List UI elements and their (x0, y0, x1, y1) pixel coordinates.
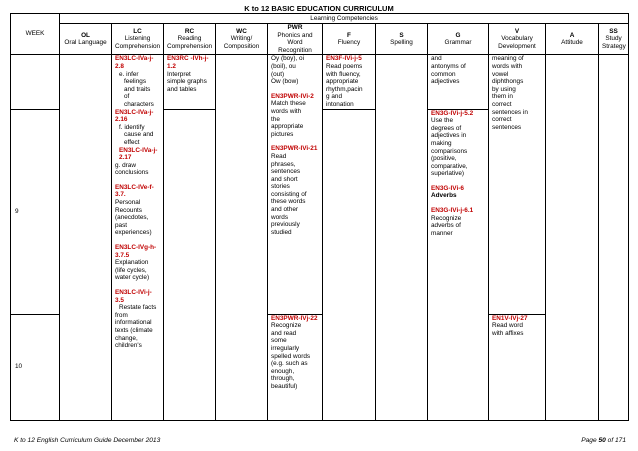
col-header-rc: RC Reading Comprehension (164, 24, 216, 55)
column-header-row (11, 24, 629, 55)
cell-f-continued (323, 109, 376, 420)
cell-wc (216, 55, 268, 420)
cell-pwr-week10: EN3PWR-IVj-22 Recognize and read some irregularly spelled words (e.g. such as enough, through, beautiful) (268, 314, 323, 420)
learning-competencies-header: Learning Competencies (60, 14, 629, 24)
cell-v-week10: EN1V-IVj-27 Read word with affixes (489, 314, 546, 420)
cell-ol (60, 55, 112, 420)
curriculum-table (10, 13, 629, 421)
table-row (11, 55, 629, 109)
col-header-v: V Vocabulary Development (489, 24, 546, 55)
cell-v: meaning of words with vowel diphthongs by using them in correct sentences in correct sentences (489, 55, 546, 314)
cell-ss (599, 55, 629, 420)
col-header-wc: WC Writing/ Composition (216, 24, 268, 55)
cell-g: and antonyms of common adjectives (428, 55, 489, 109)
col-header-g: G Grammar (428, 24, 489, 55)
week-number-10: 10 (11, 314, 60, 420)
cell-lc: EN3LC-IVa-j-2.8 e. infer feelings and traits of characters EN3LC-IVa-j-2.16 f. identify cause and effect EN3LC-IVa-j-2.17 g. draw conclusions EN3LC-IVe-f-3.7. Personal Recounts (anecdotes, past experiences) EN3LC-IVg-h-3.7.5 Explanation (life cycles, water cycle) EN3LC-IVi-j-3.5 Restate facts from informational texts (climate change, children's (112, 55, 164, 420)
cell-a (546, 55, 599, 420)
footer-guide-title: K to 12 English Curriculum Guide December 2013 (14, 437, 161, 444)
col-header-pwr: PWR Phonics and Word Recognition (268, 24, 323, 55)
cell-g-continued: EN3G-IVi-j-5.2 Use the degrees of adjectives in making comparisons (positive, comparative, superlative) EN3G-IVi-6 Adverbs EN3G-IVi-j-6.1 Recognize adverbs of manner (428, 109, 489, 420)
footer-page-number: Page 50 of 171 (581, 437, 626, 444)
week-number-9: 9 (11, 109, 60, 314)
week-header: WEEK (11, 14, 60, 55)
cell-f: EN3F-IVi-j-5 Read poems with fluency, appropriate rhythm,pacin g and intonation (323, 55, 376, 109)
col-header-ss: SS Study Strategy (599, 24, 629, 55)
page-title: K to 12 BASIC EDUCATION CURRICULUM (244, 4, 394, 13)
cell-rc-continued (164, 109, 216, 420)
cell-rc: EN3RC -IVh-j-1.2 Interpret simple graphs and tables (164, 55, 216, 109)
cell-s (376, 55, 428, 420)
col-header-a: A Attitude (546, 24, 599, 55)
col-header-f: F Fluency (323, 24, 376, 55)
col-header-s: S Spelling (376, 24, 428, 55)
week-cell-empty (11, 55, 60, 109)
col-header-lc: LC Listening Comprehension (112, 24, 164, 55)
cell-pwr: Oy (boy), oi (boil), ou (out) Ow (bow) EN3PWR-IVi-2 Match these words with the appropriate pictures EN3PWR-IVi-21 Read phrases, sentences and short stories consisting of these words and other words previously studied (268, 55, 323, 314)
col-header-ol: OL Oral Language (60, 24, 112, 55)
